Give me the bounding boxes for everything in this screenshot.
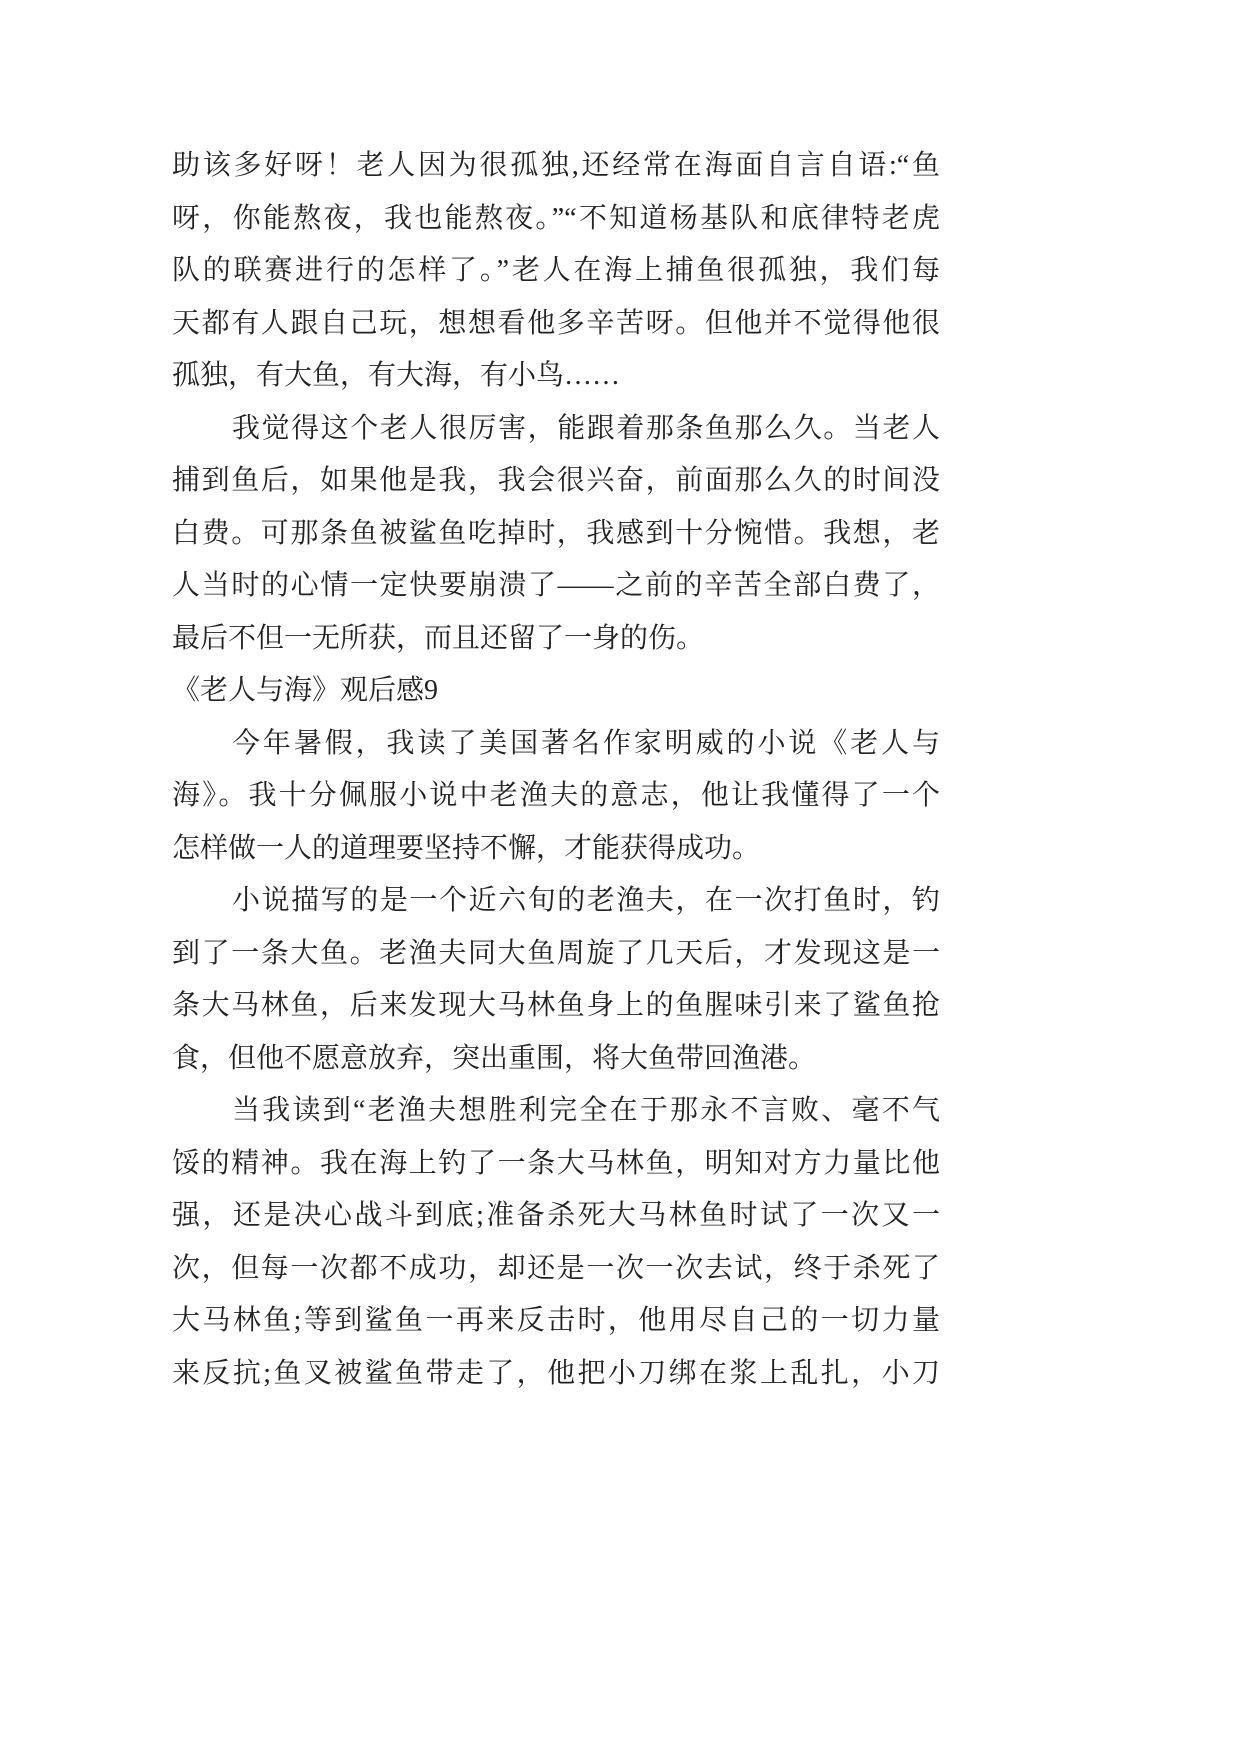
paragraph-line: 当我读到“老渔夫想胜利完全在于那永不言败、毫不气 xyxy=(232,1095,940,1126)
paragraph-line: 我觉得这个老人很厉害，能跟着那条鱼那么久。当老人 xyxy=(232,412,940,444)
paragraph-line: 队的联赛进行的怎样了。”老人在海上捕鱼很孤独，我们每 xyxy=(172,255,940,286)
paragraph-line: 天都有人跟自己玩，想想看他多辛苦呀。但他并不觉得他很 xyxy=(172,307,940,339)
paragraph-line: 最后不但一无所获，而且还留了一身的伤。 xyxy=(172,622,705,654)
paragraph-line: 条大马林鱼，后来发现大马林鱼身上的鱼腥味引来了鲨鱼抢 xyxy=(172,990,940,1021)
paragraph-line: 馁的精神。我在海上钓了一条大马林鱼，明知对方力量比他 xyxy=(172,1147,940,1179)
paragraph-line: 捕到鱼后，如果他是我，我会很兴奋，前面那么久的时间没 xyxy=(172,465,940,496)
section-heading: 《老人与海》观后感9 xyxy=(172,675,439,706)
paragraph xyxy=(172,875,940,1085)
paragraph-line: 助该多好呀！老人因为很孤独,还经常在海面自言自语:“鱼 xyxy=(172,150,940,181)
paragraph-line: 今年暑假，我读了美国著名作家明威的小说《老人与 xyxy=(232,727,940,759)
paragraph-line: 食，但他不愿意放弃，突出重围，将大鱼带回渔港。 xyxy=(172,1042,817,1074)
paragraph-line: 人当时的心情一定快要崩溃了——之前的辛苦全部白费了， xyxy=(172,570,940,601)
paragraph-line: 白费。可那条鱼被鲨鱼吃掉时，我感到十分惋惜。我想，老 xyxy=(172,517,940,549)
paragraph-line: 次，但每一次都不成功，却还是一次一次去试，终于杀死了 xyxy=(172,1252,940,1284)
paragraph-line: 强，还是决心战斗到底;准备杀死大马林鱼时试了一次又一 xyxy=(172,1200,940,1231)
paragraph-line: 小说描写的是一个近六旬的老渔夫，在一次打鱼时，钓 xyxy=(232,885,940,916)
paragraph-line: 来反抗;鱼叉被鲨鱼带走了，他把小刀绑在浆上乱扎，小刀 xyxy=(172,1357,940,1389)
paragraph xyxy=(172,1085,940,1400)
paragraph xyxy=(172,140,940,403)
paragraph xyxy=(172,718,940,876)
paragraph-line: 海》。我十分佩服小说中老渔夫的意志，他让我懂得了一个 xyxy=(172,780,940,811)
paragraph-line: 到了一条大鱼。老渔夫同大鱼周旋了几天后，才发现这是一 xyxy=(172,937,940,969)
paragraph-line: 大马林鱼;等到鲨鱼一再来反击时，他用尽自己的一切力量 xyxy=(172,1305,940,1336)
document-body xyxy=(172,140,940,1400)
paragraph-line: 孤独，有大鱼，有大海，有小鸟…… xyxy=(172,360,621,391)
paragraph-line: 呀，你能熬夜，我也能熬夜。”“不知道杨基队和底律特老虎 xyxy=(172,202,940,234)
paragraph xyxy=(172,403,940,666)
paragraph-line: 怎样做一人的道理要坚持不懈，才能获得成功。 xyxy=(172,832,761,864)
